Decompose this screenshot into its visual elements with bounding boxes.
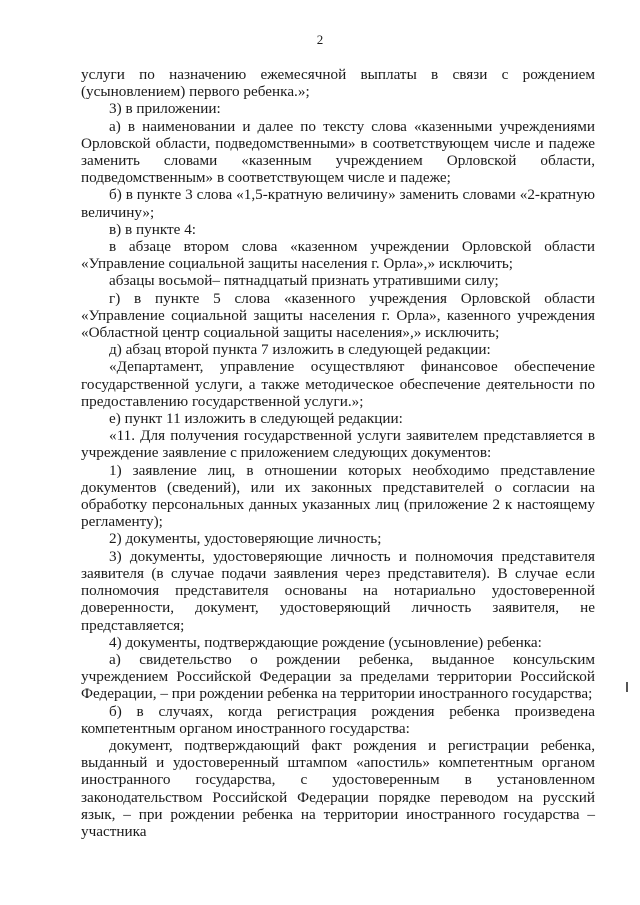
paragraph: 3) в приложении: [109, 100, 221, 118]
paragraph: 2) документы, удостоверяющие личность; [109, 530, 382, 548]
paragraph: б) в случаях, когда регистрация рождения ребенка произведена компетентным органом иностранного государства: [81, 702, 595, 737]
paragraph: г) в пункте 5 слова «казенного учреждения Орловской области «Управление социальной защиты населения г. Орла», казенного учреждения «Областной центр социальной защиты населения»,» исключить; [81, 289, 595, 342]
paragraph: а) в наименовании и далее по тексту слова «казенными учреждениями Орловской области, подведомственными» в соответствующем числе и падеже заменить словами «казенным учреждением Орловской области, подведомственным» в соответствующем числе и падеже; [81, 117, 595, 187]
paragraph: б) в пункте 3 слова «1,5-кратную величину» заменить словами «2-кратную величину»; [81, 186, 595, 221]
paragraph: 3) документы, удостоверяющие личность и полномочия представителя заявителя (в случае подачи заявления через представителя). В случае если полномочия представителя основаны на нотариально удостоверенной доверенности, документ, удостоверяющий личность заявителя, не представляется; [81, 547, 595, 634]
paragraph: «11. Для получения государственной услуги заявителем представляется в учреждение заявление с приложением следующих документов: [81, 427, 595, 462]
paragraph: в) в пункте 4: [109, 220, 197, 238]
paragraph: «Департамент, управление осуществляют финансовое обеспечение государственной услуги, а также методическое обеспечение деятельности по предоставлению государственной услуги.»; [81, 358, 595, 410]
paragraph: услуги по назначению ежемесячной выплаты в связи с рождением (усыновлением) первого ребенка.»; [81, 66, 595, 101]
paragraph: абзацы восьмой– пятнадцатый признать утратившими силу; [109, 272, 499, 290]
paragraph: д) абзац второй пункта 7 изложить в следующей редакции: [109, 341, 491, 359]
paragraph: а) свидетельство о рождении ребенка, выданное консульским учреждением Российской Федерации за пределами территории Российской Федерации, – при рождении ребенка на территории иностранного государства; [81, 650, 595, 703]
paragraph: в абзаце втором слова «казенном учреждении Орловской области «Управление социальной защиты населения г. Орла»,» исключить; [81, 238, 595, 273]
scan-edge-mark [626, 682, 628, 692]
paragraph: е) пункт 11 изложить в следующей редакции: [109, 410, 403, 428]
paragraph: 1) заявление лиц, в отношении которых необходимо представление документов (сведений), или их законных представителей о согласии на обработку персональных данных указанных лиц (приложение 2 к настоящему регламенту); [81, 461, 595, 531]
document-body [81, 66, 595, 840]
paragraph: 4) документы, подтверждающие рождение (усыновление) ребенка: [109, 633, 542, 651]
page-number: 2 [316, 32, 324, 47]
paragraph: документ, подтверждающий факт рождения и регистрации ребенка, выданный и удостоверенный штампом «апостиль» компетентным органом иностранного государства, с удостоверенным в установленном законодательством Российской Федерации порядке переводом на русский язык, – при рождении ребенка на территории иностранного государства – участника [81, 736, 595, 840]
